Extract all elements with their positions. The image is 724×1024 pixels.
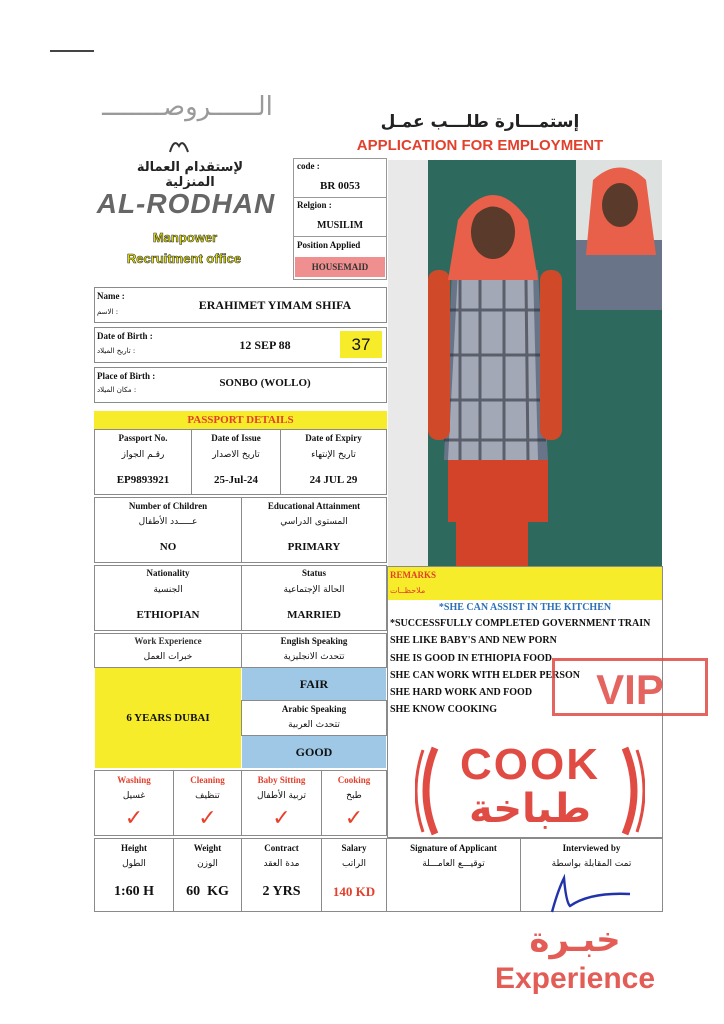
- dob-value: 12 SEP 88: [239, 338, 291, 352]
- children-label: Number of Children: [128, 501, 208, 511]
- applicant-photo: [388, 160, 662, 566]
- babysitting-label: Baby Sitting: [257, 775, 306, 785]
- passport-header: PASSPORT DETAILS: [94, 411, 387, 429]
- work-experience-label-arabic: خبرات العمل: [143, 652, 193, 662]
- religion-value: MUSILIM: [316, 220, 364, 231]
- passport-no-value: EP9893921: [116, 474, 170, 486]
- cooking-label-arabic: طبخ: [346, 791, 362, 801]
- title-arabic: إستمـــارة طلـــب عمـل: [380, 112, 580, 132]
- name-label: Name :: [97, 291, 125, 301]
- cooking-label: Cooking: [337, 775, 371, 785]
- divider: [293, 236, 387, 237]
- work-experience-label: Work Experience: [134, 636, 202, 646]
- top-dash: [50, 50, 94, 52]
- salary-label: Salary: [341, 843, 367, 853]
- remark-line-3: SHE LIKE BABY'S AND NEW PORN: [390, 635, 557, 646]
- cooking-check-icon: ✓: [344, 806, 364, 831]
- english-speaking-label-arabic: تتحدث الانجليزية: [283, 652, 345, 662]
- signature-label-arabic: توقيـــع العامـــلة: [422, 859, 485, 869]
- contract-label-arabic: مدة العقد: [263, 859, 300, 869]
- remark-line-7: SHE KNOW COOKING: [390, 704, 498, 715]
- remark-line-1: *SHE CAN ASSIST IN THE KITCHEN: [438, 602, 612, 613]
- work-experience-value: 6 YEARS DUBAI: [95, 668, 241, 768]
- passport-no-label-arabic: رقـم الجواز: [121, 450, 165, 460]
- expiry-date-value: 24 JUL 29: [309, 474, 358, 486]
- pob-value: SONBO (WOLLO): [219, 377, 311, 389]
- weight-label: Weight: [193, 843, 222, 853]
- position-value: HOUSEMAID: [295, 257, 385, 277]
- passport-no-label: Passport No.: [118, 433, 168, 443]
- pob-label: Place of Birth :: [97, 371, 156, 381]
- weight-value: 60 KG: [186, 884, 229, 899]
- arabic-speaking-label: Arabic Speaking: [281, 704, 347, 714]
- english-speaking-label: English Speaking: [280, 636, 348, 646]
- logo-emblem: [168, 136, 190, 156]
- nationality-label: Nationality: [146, 568, 190, 578]
- arabic-speaking-value: GOOD: [242, 736, 386, 768]
- interviewer-signature: [540, 872, 640, 922]
- title-english: APPLICATION FOR EMPLOYMENT: [356, 137, 604, 154]
- experience-stamp-arabic: خبـرة: [529, 920, 621, 960]
- salary-label-arabic: الراتب: [341, 859, 367, 869]
- contract-value: 2 YRS: [262, 884, 301, 899]
- education-value: PRIMARY: [287, 541, 341, 553]
- height-label-arabic: الطول: [122, 859, 146, 869]
- washing-label-arabic: غسيل: [122, 791, 146, 801]
- issue-date-label-arabic: تاريخ الاصدار: [212, 450, 260, 460]
- name-label-arabic: الاسم :: [97, 308, 119, 316]
- washing-label: Washing: [117, 775, 151, 785]
- arabic-speaking-label-arabic: تتحدث العربية: [288, 720, 340, 730]
- manpower-text: Manpower: [152, 230, 218, 245]
- pob-label-arabic: مكان الميلاد :: [97, 386, 137, 394]
- height-value: 1:60 H: [113, 884, 155, 899]
- education-label-arabic: المستوى الدراسي: [280, 517, 348, 527]
- divider: [293, 197, 387, 198]
- logo-arabic-title: الــــــروصــــــــ: [102, 92, 273, 122]
- religion-label: Relgion :: [297, 200, 332, 210]
- remark-line-4: SHE IS GOOD IN ETHIOPIA FOOD: [390, 653, 552, 664]
- children-value: NO: [159, 541, 177, 553]
- children-label-arabic: عـــــدد الأطفال: [138, 517, 198, 527]
- remark-line-2: *SUCCESSFULLY COMPLETED GOVERNMENT TRAIN: [390, 618, 651, 629]
- vip-stamp: VIP: [552, 658, 708, 716]
- remarks-title: REMARKS: [390, 570, 437, 580]
- code-value: BR 0053: [319, 180, 361, 192]
- position-label: Position Applied: [297, 240, 361, 250]
- remark-line-5: SHE CAN WORK WITH ELDER PERSON: [390, 670, 580, 681]
- issue-date-label: Date of Issue: [211, 433, 261, 443]
- nationality-label-arabic: الجنسية: [153, 585, 183, 595]
- contract-label: Contract: [264, 843, 299, 853]
- remarks-title-arabic: ملاحظــات: [390, 586, 426, 595]
- interviewer-label: Interviewed by: [562, 843, 621, 853]
- cleaning-check-icon: ✓: [198, 806, 217, 831]
- remark-line-6: SHE HARD WORK AND FOOD: [390, 687, 533, 698]
- nationality-value: ETHIOPIAN: [136, 609, 200, 621]
- babysitting-label-arabic: تربية الأطفال: [256, 791, 306, 801]
- interviewer-label-arabic: تمت المقابلة بواسطة: [551, 859, 632, 869]
- issue-date-value: 25-Jul-24: [214, 474, 258, 486]
- cleaning-label: Cleaning: [190, 775, 225, 785]
- height-label: Height: [121, 843, 147, 853]
- cook-stamp-arabic: طباخة: [468, 786, 592, 832]
- english-speaking-value: FAIR: [242, 668, 386, 700]
- status-label: Status: [301, 568, 326, 578]
- dob-label: Date of Birth :: [97, 331, 153, 341]
- age-value: 37: [340, 331, 382, 358]
- cleaning-label-arabic: تنظيف: [195, 791, 220, 801]
- company-arabic-name: لإستقدام العمالة المنزلية: [136, 160, 244, 190]
- expiry-date-label-arabic: تاريخ الإنتهاء: [311, 450, 356, 460]
- code-label: code :: [297, 161, 320, 171]
- expiry-date-label: Date of Expiry: [305, 433, 362, 443]
- education-label: Educational Attainment: [267, 501, 361, 511]
- washing-check-icon: ✓: [124, 806, 144, 831]
- cook-stamp-english: COOK: [460, 740, 600, 789]
- company-name-logo: AL-RODHAN: [96, 188, 276, 219]
- name-value: ERAHIMET YIMAM SHIFA: [198, 298, 352, 312]
- weight-label-arabic: الوزن: [197, 859, 218, 869]
- babysitting-check-icon: ✓: [272, 806, 291, 831]
- dob-label-arabic: تاريخ الميلاد :: [97, 347, 136, 355]
- status-value: MARRIED: [287, 609, 341, 621]
- experience-stamp-english: Experience: [494, 962, 656, 995]
- salary-value: 140 KD: [332, 884, 376, 899]
- signature-label: Signature of Applicant: [410, 843, 497, 853]
- recruitment-office-text: Recruitment office: [126, 251, 242, 266]
- status-label-arabic: الحالة الإجتماعية: [283, 585, 345, 595]
